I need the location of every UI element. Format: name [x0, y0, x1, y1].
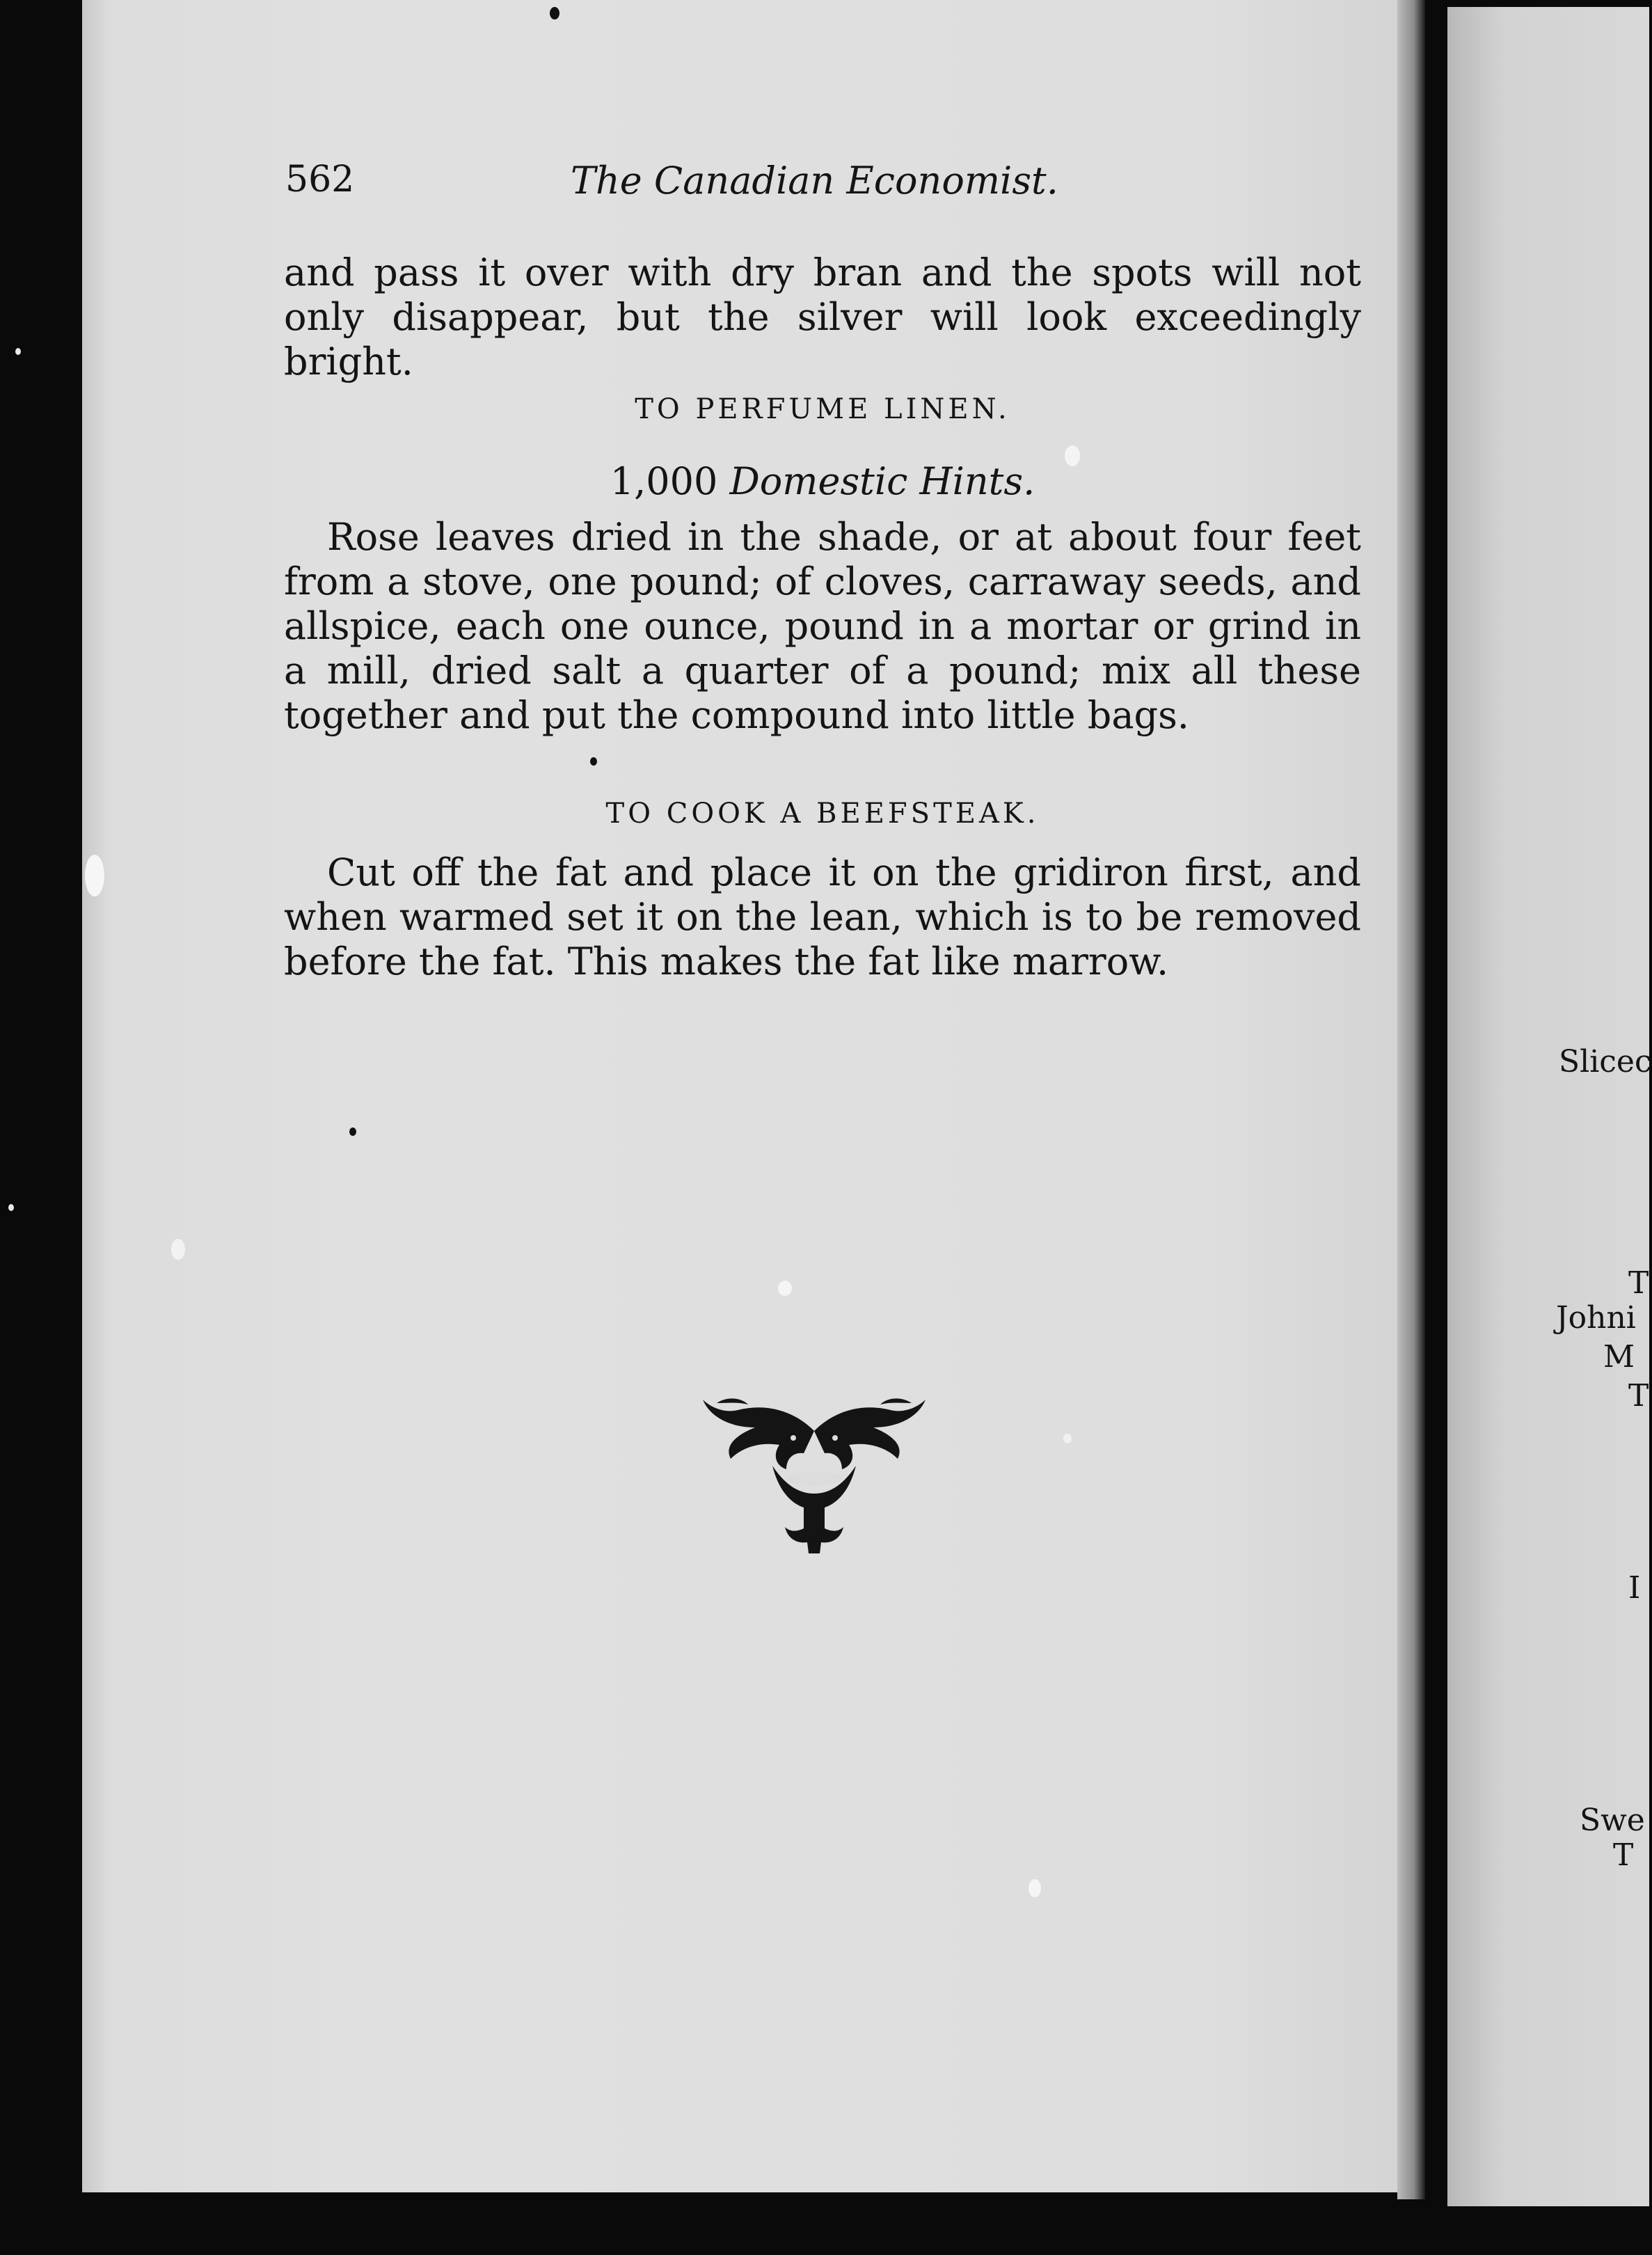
scan-speck	[778, 1281, 792, 1296]
scan-speck	[85, 855, 104, 896]
advert-domestic-hints	[284, 459, 1361, 503]
scan-speck	[8, 1204, 14, 1211]
scan-speck	[1063, 1434, 1072, 1443]
facing-page-fragment: M	[1603, 1339, 1635, 1375]
ornament-icon	[689, 1389, 939, 1556]
scan-speck	[550, 7, 559, 19]
scan-speck	[1028, 1879, 1041, 1897]
facing-page-fragment: I	[1628, 1570, 1641, 1606]
facing-page-fragment: Slicec	[1559, 1044, 1652, 1079]
running-title: The Canadian Economist.	[571, 159, 1058, 203]
paragraph-beefsteak: Cut off the fat and place it on the gridiron first, and when warmed set it on the lean, which is to be removed before the fat. This makes the fat like marrow.	[284, 850, 1361, 983]
scan-speck	[349, 1128, 356, 1136]
heading-beefsteak: TO COOK A BEEFSTEAK.	[605, 798, 1040, 830]
paragraph-perfume-linen: Rose leaves dried in the shade, or at about four feet from a stove, one pound; of cloves, carraway seeds, and allspice, each one ounce, pound in a mortar or grind in a mill, dried salt a quarter of a pound; mix all these together and put the compound into little bags.	[284, 515, 1361, 737]
page-number: 562	[285, 159, 355, 200]
facing-page-fragment: Johni	[1556, 1300, 1636, 1336]
facing-page-fragment: T	[1613, 1837, 1634, 1873]
continuation-paragraph: and pass it over with dry bran and the spots will not only disappear, but the silver will look exceedingly bright.	[284, 251, 1361, 383]
running-head	[285, 159, 1371, 214]
scan-speck	[590, 757, 597, 766]
page-gutter	[1397, 0, 1425, 2199]
advert-number: 1,000	[610, 459, 718, 503]
facing-page-fragment: T	[1628, 1265, 1649, 1301]
scan-speck	[171, 1239, 185, 1260]
facing-page-fragment: Swe	[1580, 1803, 1645, 1838]
advert-italic: Domestic Hints.	[729, 459, 1035, 503]
facing-page	[1447, 7, 1649, 2206]
scan-speck	[15, 348, 21, 355]
heading-perfume-linen: TO PERFUME LINEN.	[635, 393, 1010, 425]
facing-page-fragment: T	[1628, 1378, 1649, 1414]
